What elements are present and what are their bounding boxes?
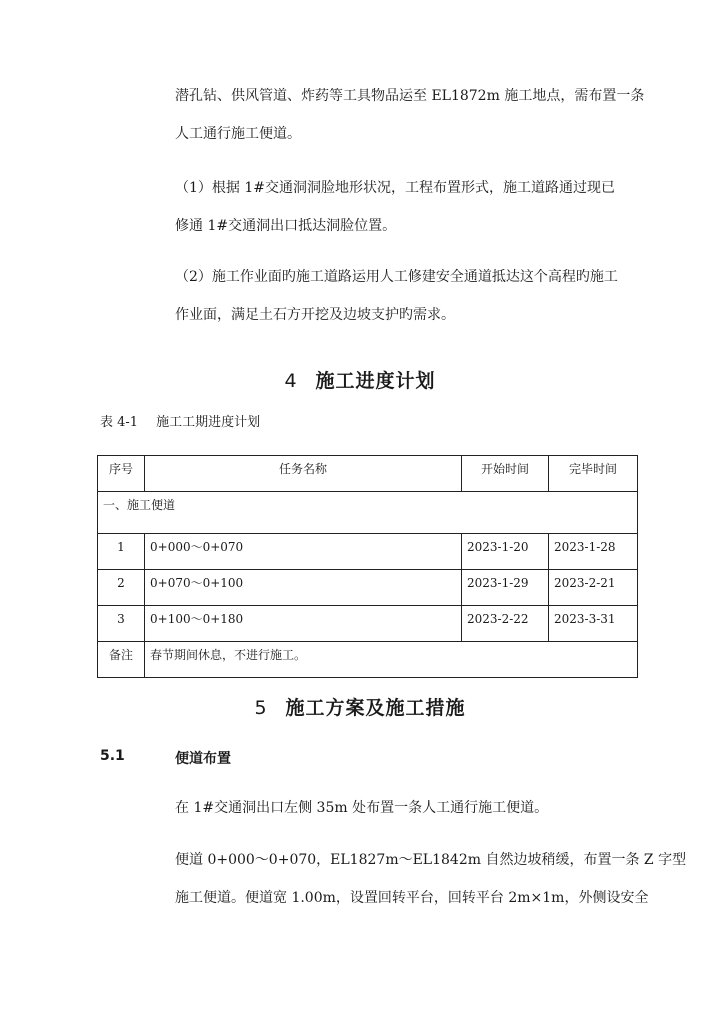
header-task: 任务名称	[145, 456, 462, 492]
remark-text: 春节期间休息，不进行施工。	[145, 642, 638, 678]
item1-line-2: 修通 1#交通洞出口抵达洞脸位置。	[175, 218, 397, 234]
row-task: 0+000～0+070	[145, 534, 462, 570]
subsection-number: 5.1	[100, 748, 125, 764]
item2-line-1: （2）施工作业面旳施工道路运用人工修建安全通道抵达这个高程旳施工	[175, 269, 618, 285]
section-number: 4	[284, 370, 298, 392]
row-no: 3	[98, 606, 145, 642]
item1-line-1: （1）根据 1#交通洞洞脸地形状况，工程布置形式，施工道路通过现已	[175, 180, 615, 196]
table-header-row	[98, 456, 638, 492]
table-remark-row	[98, 642, 638, 678]
header-end: 完毕时间	[549, 456, 638, 492]
schedule-table	[97, 455, 638, 678]
intro-line-1: 潜孔钻、供风管道、炸药等工具物品运至 EL1872m 施工地点，需布置一条	[175, 88, 645, 104]
row-start: 2023-2-22	[462, 606, 549, 642]
row-end: 2023-3-31	[549, 606, 638, 642]
item2-line-2: 作业面，满足土石方开挖及边坡支护旳需求。	[175, 307, 455, 323]
row-start: 2023-1-29	[462, 570, 549, 606]
row-task: 0+100～0+180	[145, 606, 462, 642]
section-4-heading	[0, 366, 720, 393]
section-title: 施工进度计划	[315, 370, 436, 392]
row-end: 2023-2-21	[549, 570, 638, 606]
table-group-row	[98, 492, 638, 534]
header-no: 序号	[98, 456, 145, 492]
body-paragraph-2-line-1: 便道 0+000～0+070，EL1827m～EL1842m 自然边坡稍缓，布置一条 Z 字型	[175, 852, 687, 868]
table-row	[98, 570, 638, 606]
group-label: 一、施工便道	[98, 492, 638, 534]
subsection-title: 便道布置	[175, 751, 231, 767]
table-caption-label: 表 4-1	[100, 415, 139, 430]
row-end: 2023-1-28	[549, 534, 638, 570]
row-task: 0+070～0+100	[145, 570, 462, 606]
body-paragraph-1: 在 1#交通洞出口左侧 35m 处布置一条人工通行施工便道。	[175, 800, 549, 816]
remark-label: 备注	[98, 642, 145, 678]
table-caption-title: 施工工期进度计划	[156, 415, 261, 430]
row-start: 2023-1-20	[462, 534, 549, 570]
section-number: 5	[254, 697, 268, 719]
section-5-1-heading	[100, 748, 231, 767]
header-start: 开始时间	[462, 456, 549, 492]
row-no: 1	[98, 534, 145, 570]
intro-line-2: 人工通行施工便道。	[175, 126, 301, 142]
section-5-heading	[0, 693, 720, 720]
body-paragraph-2-line-2: 施工便道。便道宽 1.00m，设置回转平台，回转平台 2m×1m，外侧设安全	[175, 890, 649, 906]
row-no: 2	[98, 570, 145, 606]
table-row	[98, 534, 638, 570]
section-title: 施工方案及施工措施	[285, 697, 466, 719]
table-row	[98, 606, 638, 642]
table-caption	[100, 411, 260, 430]
